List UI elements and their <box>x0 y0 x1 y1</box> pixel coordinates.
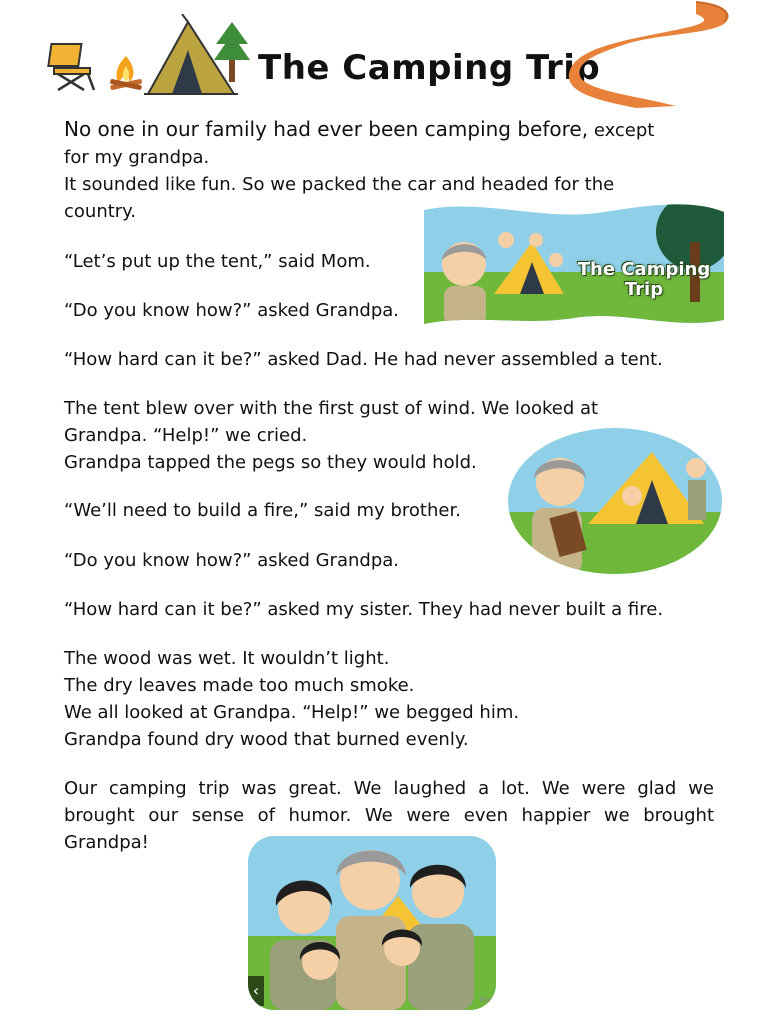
banner-title-line: Trip <box>624 279 664 300</box>
page-badge: Pag <box>479 996 492 1004</box>
oval-art <box>508 428 722 574</box>
banner-title <box>574 260 714 300</box>
story-line: We all looked at Grandpa. “Help!” we begged him. <box>64 702 520 723</box>
story-line: for my grandpa. <box>64 147 210 168</box>
story-paragraph: “How hard can it be?” asked Dad. He had never assembled a tent. <box>64 349 663 370</box>
story-paragraph: Our camping trip was great. We laughed a lot. We were glad we brought our sense of humor. We were even happier we brought Grandpa! <box>64 778 714 853</box>
winding-path-icon <box>566 0 736 110</box>
pine-tree-icon <box>214 22 250 84</box>
story-line: country. <box>64 201 136 222</box>
campfire-icon <box>106 54 146 92</box>
story-paragraph: “Do you know how?” asked Grandpa. <box>64 300 399 321</box>
story-line: except <box>588 120 655 141</box>
story-paragraph: “Let’s put up the tent,” said Mom. <box>64 251 371 272</box>
story-line: No one in our family had ever been camping before, <box>64 117 589 141</box>
family-video-thumbnail[interactable] <box>248 836 496 1010</box>
story-line: Grandpa tapped the pegs so they would hold. <box>64 452 477 473</box>
story-paragraph: “How hard can it be?” asked my sister. They had never built a fire. <box>64 599 664 620</box>
story-paragraph <box>64 645 714 753</box>
story-paragraph: “We’ll need to build a fire,” said my brother. <box>64 500 461 521</box>
story-line: Grandpa found dry wood that burned evenly. <box>64 729 469 750</box>
story-line: The dry leaves made too much smoke. <box>64 675 415 696</box>
previous-button[interactable]: ‹ <box>248 976 264 1006</box>
story-line: The wood was wet. It wouldn’t light. <box>64 648 390 669</box>
fire-illustration <box>508 428 722 574</box>
story-line: Grandpa. “Help!” we cried. <box>64 425 308 446</box>
story-paragraph: “Do you know how?” asked Grandpa. <box>64 550 399 571</box>
story-line: It sounded like fun. So we packed the car and headed for the <box>64 174 615 195</box>
camping-chair-icon <box>44 40 100 92</box>
banner-title-line: The Camping <box>577 259 711 280</box>
family-art <box>248 836 496 1010</box>
banner-illustration <box>424 202 724 328</box>
page-title: The Camping Trip <box>258 48 601 88</box>
story-line: The tent blew over with the first gust of wind. We looked at <box>64 398 599 419</box>
